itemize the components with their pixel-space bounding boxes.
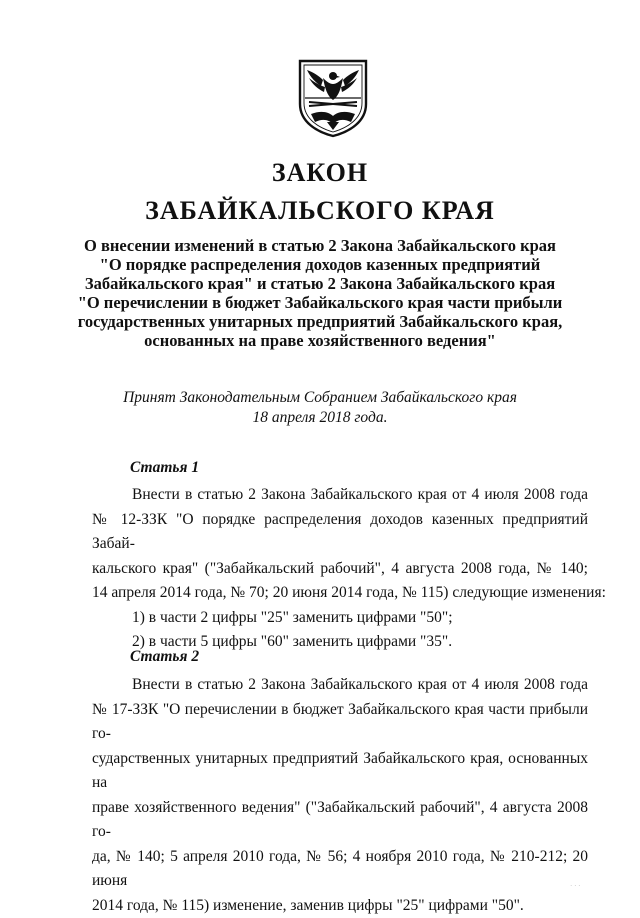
subject-line: О внесении изменений в статью 2 Закона Забайкальского края — [60, 236, 580, 255]
subject-line: государственных унитарных предприятий Забайкальского края, — [60, 312, 580, 331]
article-line: сударственных унитарных предприятий Забайкальского края, основанных на — [92, 747, 588, 796]
document-title: ЗАКОН — [0, 158, 640, 188]
article-line: Внести в статью 2 Закона Забайкальского края от 4 июля 2008 года — [92, 673, 588, 698]
article-1-body — [92, 483, 588, 655]
article-line: Внести в статью 2 Закона Забайкальского края от 4 июля 2008 года — [92, 483, 588, 508]
article-line: 2014 года, № 115) изменение, заменив цифры "25" цифрами "50". — [92, 894, 588, 918]
article-line: № 17-ЗЗК "О перечислении в бюджет Забайкальского края части прибыли го- — [92, 698, 588, 747]
subject-line: "О перечислении в бюджет Забайкальского края части прибыли — [60, 293, 580, 312]
law-subject — [60, 236, 580, 350]
subject-line: "О порядке распределения доходов казенных предприятий — [60, 255, 580, 274]
article-2-body — [92, 673, 588, 918]
subject-line: основанных на праве хозяйственного ведения" — [60, 331, 580, 350]
article-2-heading: Статья 2 — [130, 648, 199, 666]
adoption-date: 18 апреля 2018 года. — [0, 408, 640, 428]
coat-of-arms-icon — [297, 58, 369, 138]
article-line: да, № 140; 5 апреля 2010 года, № 56; 4 ноября 2010 года, № 210-212; 20 июня — [92, 845, 588, 894]
article-line: кальского края" ("Забайкальский рабочий", 4 августа 2008 года, № 140; — [92, 557, 588, 582]
article-line: 14 апреля 2014 года, № 70; 20 июня 2014 года, № 115) следующие изменения: — [92, 581, 588, 606]
article-line: праве хозяйственного ведения" ("Забайкальский рабочий", 4 августа 2008 го- — [92, 796, 588, 845]
scan-artifact: · · · — [570, 882, 581, 890]
article-line: № 12-ЗЗК "О порядке распределения доходов казенных предприятий Забай- — [92, 508, 588, 557]
subject-line: Забайкальского края" и статью 2 Закона Забайкальского края — [60, 274, 580, 293]
article-line: 2) в части 5 цифры "60" заменить цифрами "35". — [92, 630, 588, 655]
adoption-note — [0, 388, 640, 428]
article-1-heading: Статья 1 — [130, 459, 199, 477]
document-issuer: ЗАБАЙКАЛЬСКОГО КРАЯ — [0, 196, 640, 226]
adoption-body: Принят Законодательным Собранием Забайкальского края — [0, 388, 640, 408]
article-line: 1) в части 2 цифры "25" заменить цифрами "50"; — [92, 606, 588, 631]
